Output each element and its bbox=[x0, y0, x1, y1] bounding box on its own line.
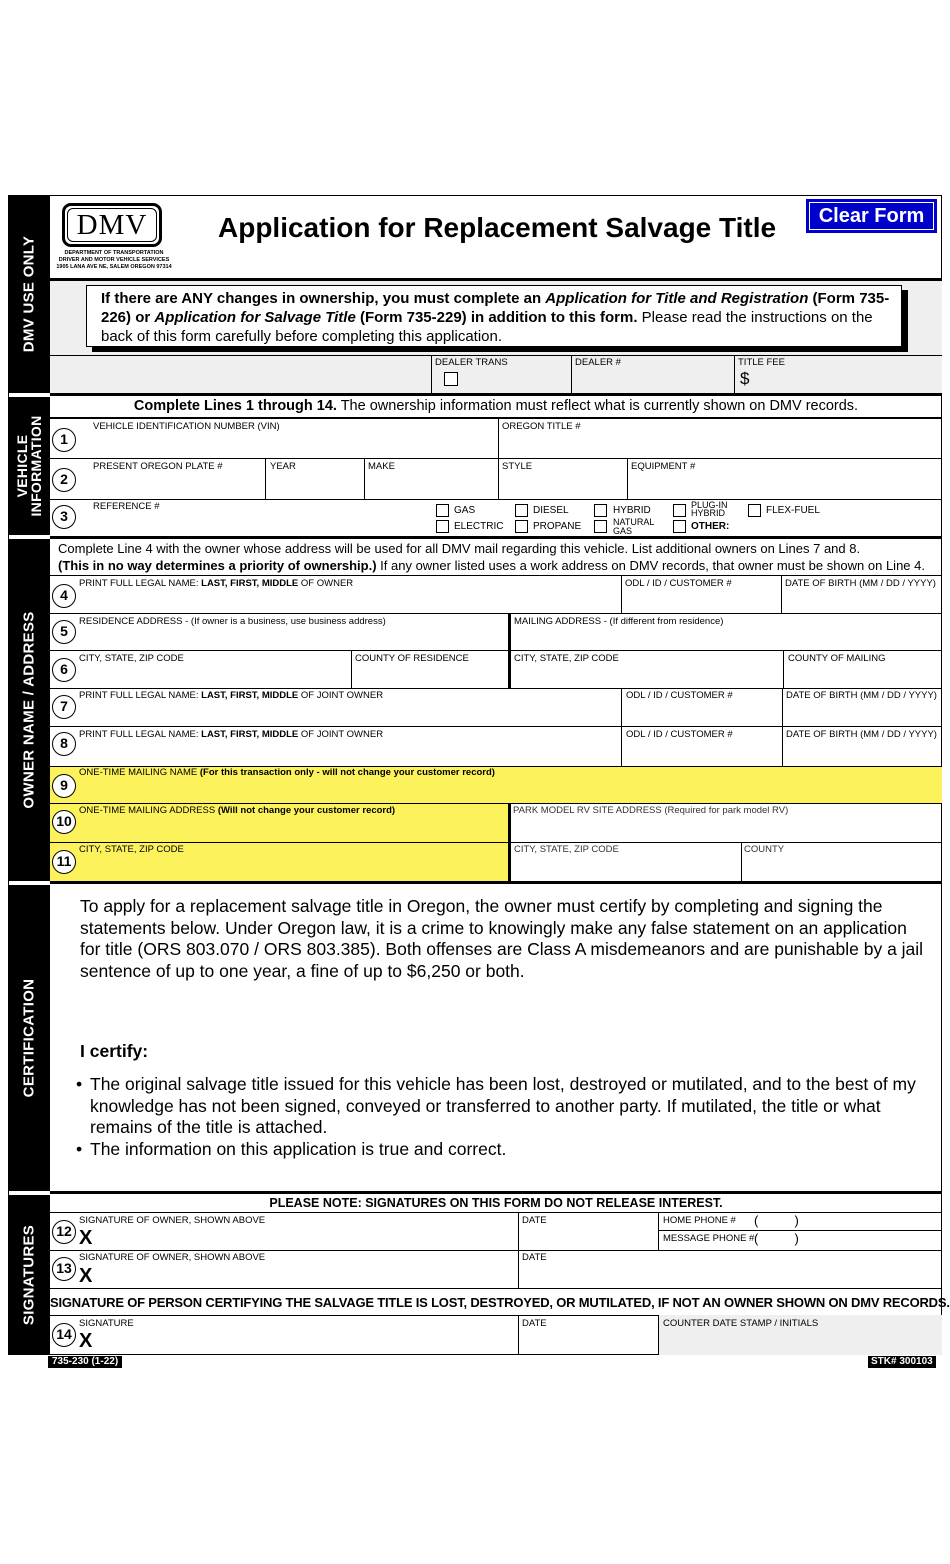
joint-owner2-name-label: PRINT FULL LEGAL NAME: LAST, FIRST, MIDDLE OF JOINT OWNER bbox=[79, 729, 384, 740]
owner-signature-label: SIGNATURE OF OWNER, SHOWN ABOVE bbox=[79, 1215, 266, 1226]
line-number-5: 5 bbox=[52, 620, 76, 644]
signature-x-12: X bbox=[79, 1227, 93, 1249]
fuel-hybrid-checkbox[interactable] bbox=[594, 504, 607, 517]
signature-date-label-14: DATE bbox=[522, 1318, 547, 1329]
person-certifying-note: SIGNATURE OF PERSON CERTIFYING THE SALVAGE TITLE IS LOST, DESTROYED, OR MUTILATED, IF NOT AN OWNER SHOWN ON DMV RECORDS. bbox=[50, 1295, 950, 1310]
counter-stamp-label: COUNTER DATE STAMP / INITIALS bbox=[663, 1318, 819, 1329]
section-certification bbox=[8, 885, 50, 1191]
home-phone-label: HOME PHONE # bbox=[663, 1215, 736, 1226]
fuel-propane-checkbox[interactable] bbox=[515, 520, 528, 533]
section-dmv-use bbox=[8, 195, 50, 393]
line-number-8: 8 bbox=[52, 732, 76, 756]
vin-label: VEHICLE IDENTIFICATION NUMBER (VIN) bbox=[93, 421, 280, 432]
section-certification-label: CERTIFICATION bbox=[20, 978, 38, 1098]
res-city-label: CITY, STATE, ZIP CODE bbox=[79, 653, 184, 664]
fuel-electric-label: ELECTRIC bbox=[454, 521, 504, 532]
fuel-plugin-hybrid-label: PLUG-IN HYBRID bbox=[691, 500, 728, 518]
page-title: Application for Replacement Salvage Title bbox=[218, 212, 777, 243]
dmv-logo-line3: 1905 LANA AVE NE, SALEM OREGON 97314 bbox=[56, 264, 172, 270]
fuel-other-label: OTHER: bbox=[691, 521, 730, 532]
line-number-6: 6 bbox=[52, 658, 76, 682]
line-number-13: 13 bbox=[52, 1257, 76, 1281]
park-model-label: PARK MODEL RV SITE ADDRESS (Required for park model RV) bbox=[513, 805, 789, 816]
county-mailing-label: COUNTY OF MAILING bbox=[788, 653, 886, 664]
joint-owner-name-label: PRINT FULL LEGAL NAME: LAST, FIRST, MIDDLE OF JOINT OWNER bbox=[79, 690, 384, 701]
oregon-title-label: OREGON TITLE # bbox=[502, 421, 581, 432]
vehicle-instruction: Complete Lines 1 through 14. The ownership information must reflect what is currently shown on DMV records. bbox=[133, 398, 859, 414]
certify-bullet-1: • The original salvage title issued for this vehicle has been lost, destroyed or mutilated, and to the best of my knowledge has not been signed, conveyed or transferred to another party. If mutilated, the title or what remains of the title is attached. bbox=[76, 1074, 916, 1137]
fuel-other-checkbox[interactable] bbox=[673, 520, 686, 533]
fuel-hybrid-label: HYBRID bbox=[613, 505, 651, 516]
owner-signature-label-2: SIGNATURE OF OWNER, SHOWN ABOVE bbox=[79, 1252, 266, 1263]
joint-owner-odl-label: ODL / ID / CUSTOMER # bbox=[626, 690, 733, 701]
vin-input[interactable] bbox=[90, 434, 495, 456]
fuel-gas-label: GAS bbox=[454, 505, 476, 516]
certification-paragraph: To apply for a replacement salvage title in Oregon, the owner must certify by completing and signing the statements below. Under Oregon law, it is a crime to knowingly make any false statement on an application for title (ORS 803.070 / ORS 803.385). Both offenses are Class A misdemeanors and are punishable by a jail sentence of up to one year, a fine of up to $6,250 or both. bbox=[80, 896, 924, 981]
home-phone-paren: ( ) bbox=[754, 1213, 799, 1228]
line-number-9: 9 bbox=[52, 774, 76, 798]
fuel-propane-label: PROPANE bbox=[533, 521, 582, 532]
signature-x-14: X bbox=[79, 1330, 93, 1352]
plate-label: PRESENT OREGON PLATE # bbox=[93, 461, 223, 472]
dealer-trans-checkbox[interactable] bbox=[444, 372, 458, 386]
county-residence-label: COUNTY OF RESIDENCE bbox=[355, 653, 469, 664]
clear-form-button[interactable]: Clear Form bbox=[806, 199, 937, 233]
section-dmv-use-label: DMV USE ONLY bbox=[20, 235, 38, 353]
owner-odl-label: ODL / ID / CUSTOMER # bbox=[625, 578, 732, 589]
fuel-electric-checkbox[interactable] bbox=[436, 520, 449, 533]
owner-signature-input[interactable] bbox=[100, 1228, 512, 1248]
fuel-plugin-hybrid-checkbox[interactable] bbox=[673, 504, 686, 517]
joint-owner2-odl-label: ODL / ID / CUSTOMER # bbox=[626, 729, 733, 740]
park-city-label: CITY, STATE, ZIP CODE bbox=[514, 844, 619, 855]
onetime-address-label: ONE-TIME MAILING ADDRESS (Will not change your customer record) bbox=[79, 805, 396, 816]
dmv-logo-line1: DEPARTMENT OF TRANSPORTATION bbox=[64, 250, 164, 256]
line-number-10: 10 bbox=[52, 810, 76, 834]
fuel-flex-checkbox[interactable] bbox=[748, 504, 761, 517]
residence-label: RESIDENCE ADDRESS - (If owner is a business, use business address) bbox=[79, 616, 386, 627]
fuel-natural-gas-checkbox[interactable] bbox=[594, 520, 607, 533]
year-label: YEAR bbox=[270, 461, 296, 472]
fuel-diesel-checkbox[interactable] bbox=[515, 504, 528, 517]
section-signatures bbox=[8, 1195, 50, 1355]
reference-label: REFERENCE # bbox=[93, 501, 160, 512]
section-vehicle bbox=[8, 397, 50, 535]
dmv-logo bbox=[52, 200, 176, 274]
owner-instruction: Complete Line 4 with the owner whose address will be used for all DMV mail regarding this vehicle. List additional owners on Lines 7 and 8. (This in no way determines a priority of ownership.) If any owner listed uses a work address on DMV records, that owner must be shown on Line 4. bbox=[58, 541, 925, 573]
line-number-12: 12 bbox=[52, 1220, 76, 1244]
make-label: MAKE bbox=[368, 461, 395, 472]
park-county-label: COUNTY bbox=[744, 844, 785, 855]
onetime-name-label: ONE-TIME MAILING NAME (For this transaction only - will not change your customer record) bbox=[79, 767, 495, 778]
signature-date-label-12: DATE bbox=[522, 1215, 547, 1226]
message-phone-label: MESSAGE PHONE # bbox=[663, 1233, 755, 1244]
section-owner-label: OWNER NAME / ADDRESS bbox=[20, 611, 38, 809]
message-phone-paren: ( ) bbox=[754, 1231, 799, 1246]
dmv-logo-text: DMV bbox=[76, 209, 148, 241]
line-number-7: 7 bbox=[52, 695, 76, 719]
style-label: STYLE bbox=[502, 461, 533, 472]
section-signatures-label: SIGNATURES bbox=[20, 1224, 38, 1326]
owner-name-label: PRINT FULL LEGAL NAME: LAST, FIRST, MIDDLE OF OWNER bbox=[79, 578, 354, 589]
section-owner bbox=[8, 539, 50, 881]
line-number-14: 14 bbox=[52, 1323, 76, 1347]
signature-note: PLEASE NOTE: SIGNATURES ON THIS FORM DO NOT RELEASE INTEREST. bbox=[269, 1196, 723, 1210]
dmv-logo-box bbox=[62, 203, 162, 247]
fuel-gas-checkbox[interactable] bbox=[436, 504, 449, 517]
onetime-city-label: CITY, STATE, ZIP CODE bbox=[79, 844, 184, 855]
signature-date-label-13: DATE bbox=[522, 1252, 547, 1263]
title-fee-dollar: $ bbox=[740, 369, 750, 388]
dealer-number-label: DEALER # bbox=[575, 357, 621, 368]
signature-label-14: SIGNATURE bbox=[79, 1318, 134, 1329]
form-number: 735-230 (1-22) bbox=[48, 1356, 122, 1368]
line-number-4: 4 bbox=[52, 584, 76, 608]
line-number-11: 11 bbox=[52, 850, 76, 874]
owner-dob-label: DATE OF BIRTH (MM / DD / YYYY) bbox=[785, 578, 936, 589]
certify-heading: I certify: bbox=[80, 1041, 149, 1061]
dealer-trans-label: DEALER TRANS bbox=[435, 357, 508, 368]
joint-owner2-dob-label: DATE OF BIRTH (MM / DD / YYYY) bbox=[786, 729, 937, 740]
joint-owner-dob-label: DATE OF BIRTH (MM / DD / YYYY) bbox=[786, 690, 937, 701]
mailing-label: MAILING ADDRESS - (If different from residence) bbox=[514, 616, 724, 627]
line-number-1: 1 bbox=[52, 428, 76, 452]
title-fee-label: TITLE FEE bbox=[738, 357, 785, 368]
line-number-3: 3 bbox=[52, 505, 76, 529]
certify-bullet-2: • The information on this application is true and correct. bbox=[76, 1139, 507, 1159]
signature-x-13: X bbox=[79, 1265, 93, 1287]
notice-box: If there are ANY changes in ownership, you must complete an Application for Title and Registration (Form 735-226) or Application for Salvage Title (Form 735-229) in addition to this form. Please read the instructions on the back of this form carefully before completing this application. bbox=[86, 285, 902, 347]
line-number-2: 2 bbox=[52, 468, 76, 492]
equipment-label: EQUIPMENT # bbox=[631, 461, 696, 472]
mail-city-label: CITY, STATE, ZIP CODE bbox=[514, 653, 619, 664]
fuel-diesel-label: DIESEL bbox=[533, 505, 569, 516]
stock-number: STK# 300103 bbox=[868, 1356, 936, 1368]
fuel-flex-label: FLEX-FUEL bbox=[766, 505, 820, 516]
dmv-logo-line2: DRIVER AND MOTOR VEHICLE SERVICES bbox=[58, 257, 170, 263]
section-vehicle-label: VEHICLE INFORMATION bbox=[14, 415, 44, 517]
fuel-natural-gas-label: NATURAL GAS bbox=[613, 517, 655, 536]
